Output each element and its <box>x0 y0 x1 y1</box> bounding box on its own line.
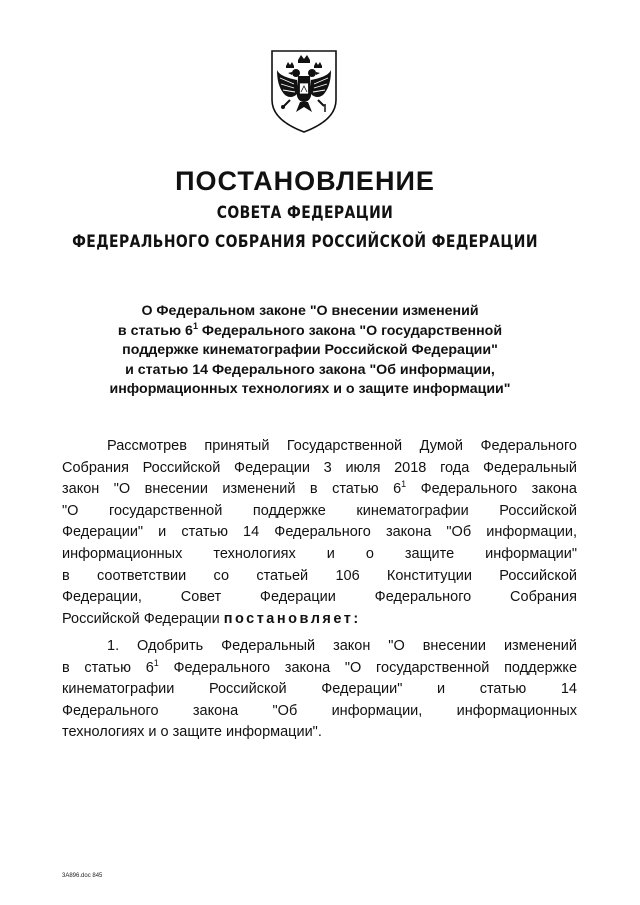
paragraph-line: 1. Одобрить Федеральный закон "О внесении изменений <box>107 638 577 654</box>
file-reference-code: 3A896.doc 845 <box>62 873 103 879</box>
subject-line: и статью 14 Федерального закона "Об информации, <box>125 361 495 378</box>
document-title: ПОСТАНОВЛЕНИЕ <box>175 166 435 196</box>
preamble-paragraph <box>62 436 577 630</box>
resolves-keyword: постановляет: <box>223 610 361 627</box>
paragraph-line: Федерации, Совет Федерации Федерального Собрания <box>62 589 577 606</box>
paragraph-line: в соответствии со статьей 106 Конституции Российской <box>62 567 577 584</box>
subject-line: поддержке кинематографии Российской Федерации" <box>122 342 498 358</box>
paragraph-line: технологиях и о защите информации". <box>62 724 322 741</box>
coat-of-arms-emblem-icon <box>268 48 340 134</box>
paragraph-line: Рассмотрев принятый Государственной Думой Федерального <box>107 438 577 454</box>
paragraph-line: Федерального закона "Об информации, информационных <box>62 702 577 719</box>
resolution-item-1 <box>62 636 577 744</box>
paragraph-line: кинематографии Российской Федерации" и статью 14 <box>62 681 577 698</box>
document-subject <box>40 302 580 400</box>
subject-line: информационных технологиях и о защите информации" <box>109 381 511 397</box>
issuer-line-assembly: ФЕДЕРАЛЬНОГО СОБРАНИЯ РОССИЙСКОЙ ФЕДЕРАЦИИ <box>72 232 538 252</box>
paragraph-line: "О государственной поддержке кинематографии Российской <box>62 502 577 519</box>
paragraph-line: Собрания Российской Федерации 3 июля 2018 года Федеральный <box>62 459 577 476</box>
paragraph-line: закон "О внесении изменений в статью $6^1$ Федерального закона <box>62 479 577 498</box>
subject-line: О Федеральном законе "О внесении изменений <box>141 303 479 319</box>
subject-line: в статью $6^1$ Федерального закона "О государственной <box>117 320 503 339</box>
paragraph-line: в статью $6^1$ Федерального закона "О государственной поддержке <box>62 657 578 676</box>
paragraph-line: Российской Федерации постановляет: <box>62 610 361 627</box>
paragraph-line: Федерации" и статью 14 Федерального закона "Об информации, <box>62 524 577 541</box>
issuer-line-council: СОВЕТА ФЕДЕРАЦИИ <box>216 203 394 223</box>
paragraph-line: информационных технологиях и о защите информации" <box>62 545 577 562</box>
